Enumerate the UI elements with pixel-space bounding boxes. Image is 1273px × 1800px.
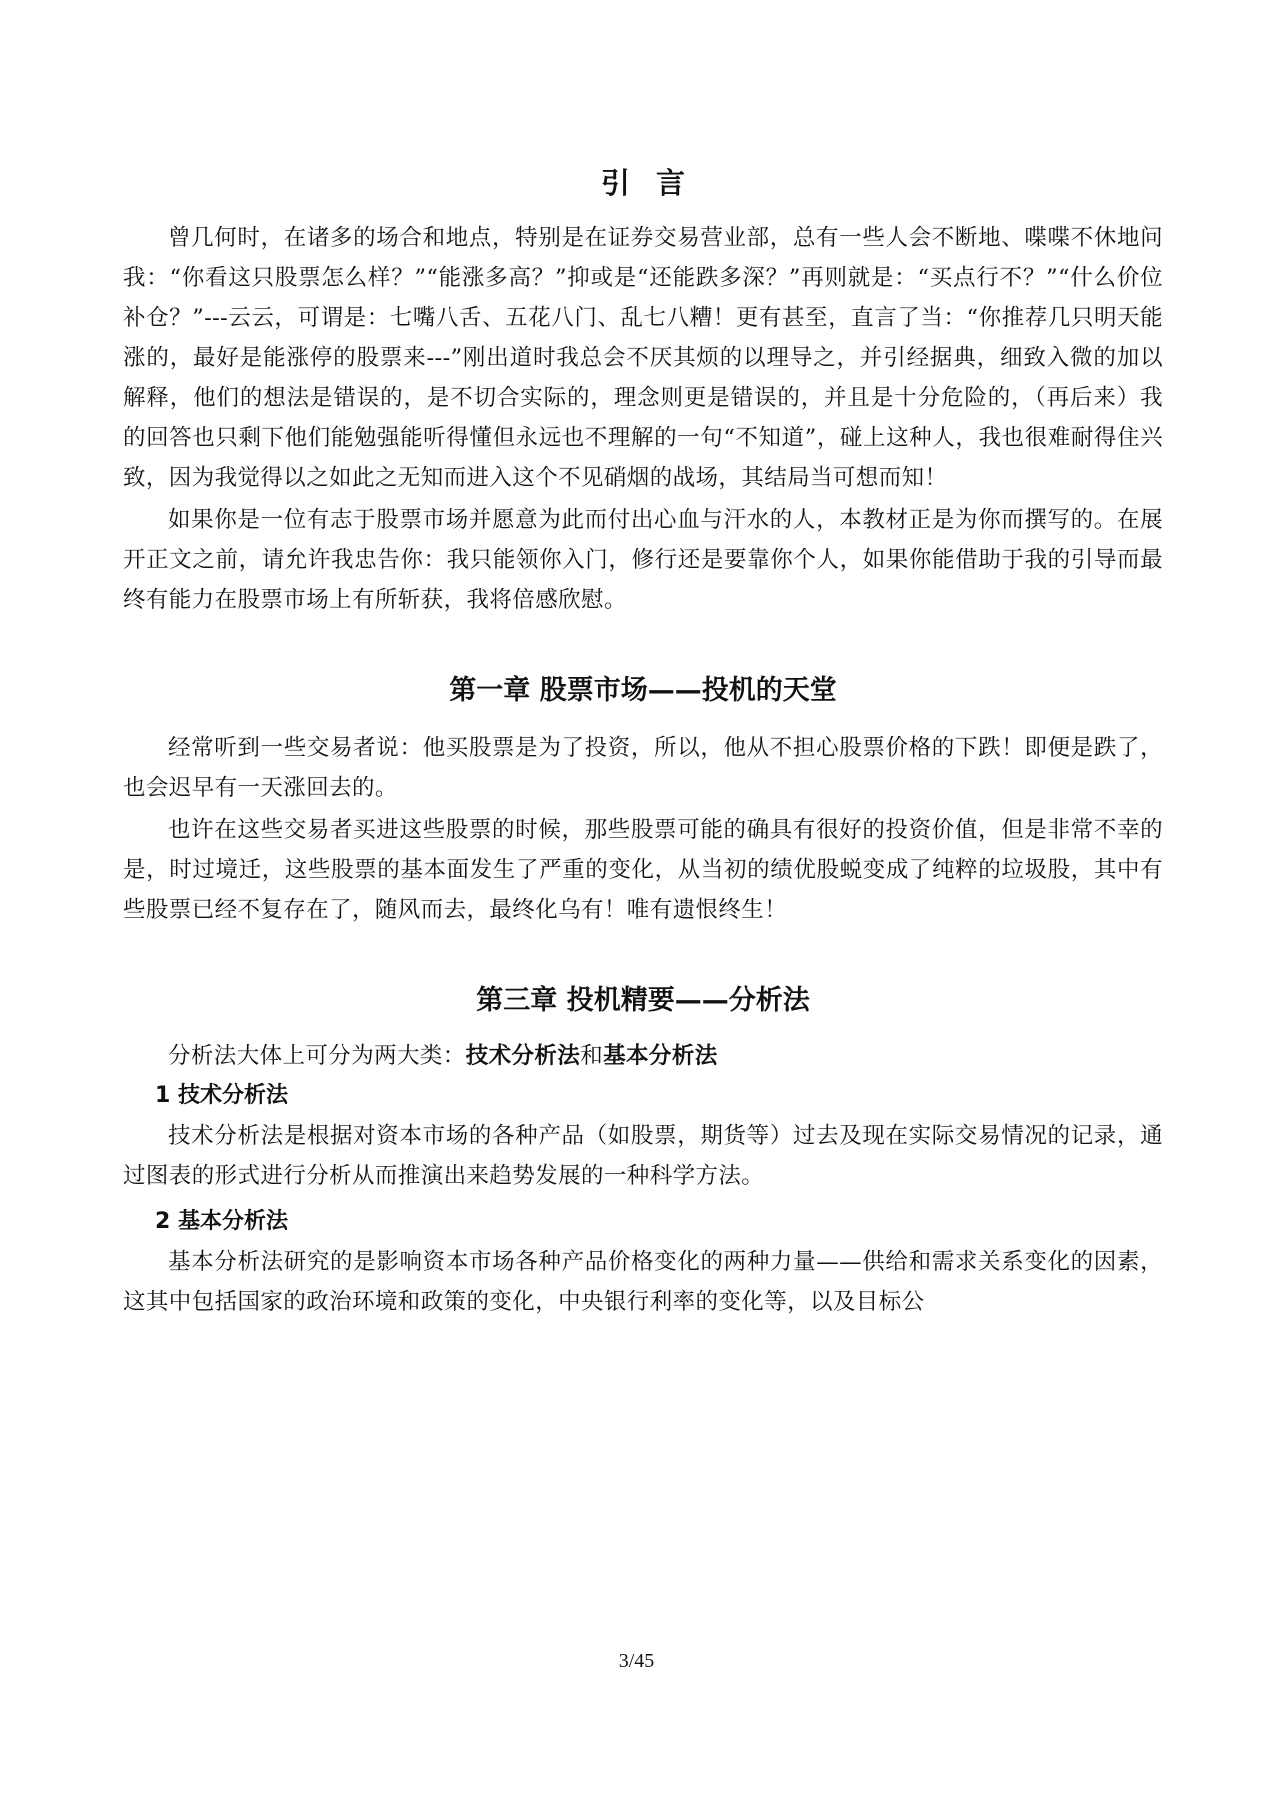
subsection-fundamental-text: 基本分析法研究的是影响资本市场各种产品价格变化的两种力量——供给和需求关系变化的因素，这其中包括国家的政治环境和政策的变化，中央银行利率的变化等，以及目标公	[123, 1249, 1163, 1315]
term-technical-analysis: 技术分析法	[465, 1043, 581, 1069]
chapter3-intro-and: 和	[580, 1043, 604, 1069]
chapter1-paragraph-1: 经常听到一些交易者说：他买股票是为了投资，所以，他从不担心股票价格的下跌！即便是跌了，也会迟早有一天涨回去的。	[123, 735, 1163, 801]
chapter1-paragraph-2: 也许在这些交易者买进这些股票的时候，那些股票可能的确具有很好的投资价值，但是非常不幸的是，时过境迁，这些股票的基本面发生了严重的变化，从当初的绩优股蜕变成了纯粹的垃圾股，其中有些股票已经不复存在了，随风而去，最终化乌有！唯有遗恨终生！	[123, 817, 1163, 923]
intro-paragraph-2: 如果你是一位有志于股票市场并愿意为此而付出心血与汗水的人，本教材正是为你而撰写的。在展开正文之前，请允许我忠告你：我只能领你入门，修行还是要靠你个人，如果你能借助于我的引导而最终有能力在股票市场上有所斩获，我将倍感欣慰。	[123, 507, 1163, 613]
page-number: 3/45	[618, 1650, 655, 1672]
chapter3-title: 第三章 投机精要——分析法	[476, 985, 810, 1016]
subsection-technical-title: 1 技术分析法	[155, 1083, 288, 1108]
intro-title: 引言	[600, 166, 711, 200]
term-fundamental-analysis: 基本分析法	[603, 1043, 718, 1069]
intro-paragraph-1: 曾几何时，在诸多的场合和地点，特别是在证券交易营业部，总有一些人会不断地、喋喋不休地问我：“你看这只股票怎么样？”“能涨多高？”抑或是“还能跌多深？”再则就是：“买点行不？”“什么价位补仓？”---云云，可谓是：七嘴八舌、五花八门、乱七八糟！更有甚至，直言了当：“你推荐几只明天能涨的，最好是能涨停的股票来---”刚出道时我总会不厌其烦的以理导之，并引经据典，细致入微的加以解释，他们的想法是错误的，是不切合实际的，理念则更是错误的，并且是十分危险的，（再后来）我的回答也只剩下他们能勉强能听得懂但永远也不理解的一句“不知道”，碰上这种人，我也很难耐得住兴致，因为我觉得以之如此之无知而进入这个不见硝烟的战场，其结局当可想而知！	[123, 225, 1163, 491]
chapter1-title: 第一章 股票市场——投机的天堂	[449, 675, 837, 706]
subsection-technical-text: 技术分析法是根据对资本市场的各种产品（如股票，期货等）过去及现在实际交易情况的记录，通过图表的形式进行分析从而推演出来趋势发展的一种科学方法。	[123, 1123, 1163, 1189]
page-content	[123, 160, 1163, 1322]
chapter3-intro	[123, 1036, 1163, 1076]
chapter3-intro-prefix: 分析法大体上可分为两大类：	[168, 1043, 466, 1069]
subsection-fundamental-title: 2 基本分析法	[155, 1209, 288, 1234]
